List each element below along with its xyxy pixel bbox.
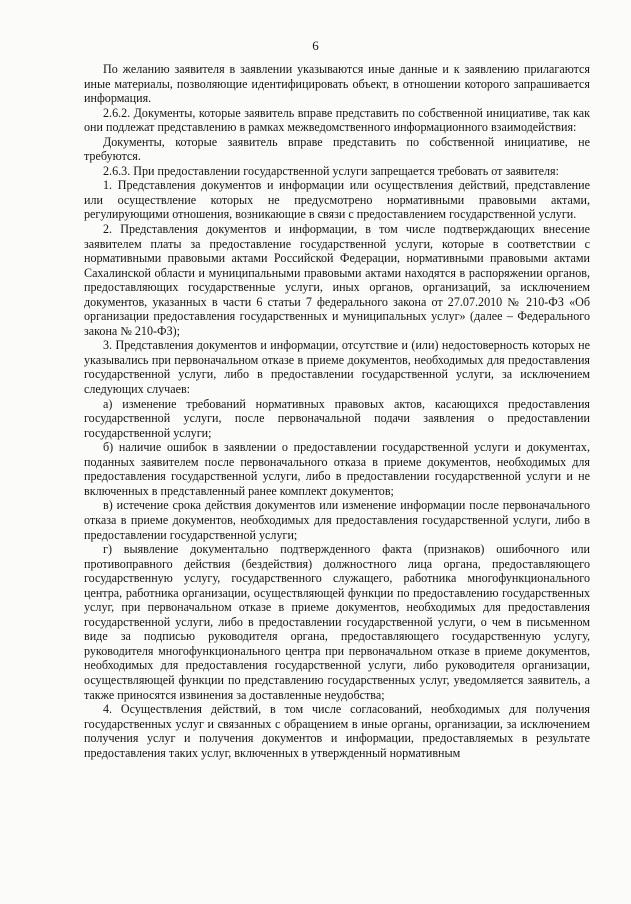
paragraph: 4. Осуществления действий, в том числе согласований, необходимых для получения государственных услуг и связанных с обращением в иные органы, организации, за исключением получения услуг и получения документов и информации, предоставляемых в результате предоставления таких услуг, включенных в утвержденный нормативным — [84, 702, 590, 760]
paragraph: 2.6.2. Документы, которые заявитель вправе представить по собственной инициативе, так как они подлежат представлению в рамках межведомственного информационного взаимодействия: — [84, 105, 590, 135]
paragraph: б) наличие ошибок в заявлении о предоставлении государственной услуги и документах, поданных заявителем после первоначального отказа в приеме документов, необходимых для предоставления государственной услуги, либо в предоставлении государственной услуги и не включенных в представленный ранее комплект документов; — [84, 440, 590, 498]
paragraph: г) выявление документально подтвержденного факта (признаков) ошибочного или противоправного действия (бездействия) должностного лица органа, предоставляющего государственную услугу, государственного служащего, работника многофункционального центра, работника организации, осуществляющей функции по предоставлению государственных услуг, при первоначальном отказе в приеме документов, необходимых для предоставления государственной услуги, либо в предоставлении государственной услуги, о чем в письменном виде за подписью руководителя органа, предоставляющего государственную услугу, руководителя многофункционального центра при первоначальном отказе в приеме документов, необходимых для предоставления государственной услуги, либо руководителя организации, осуществляющей функции по представлению государственных услуг, уведомляется заявитель, а также приносятся извинения за доставленные неудобства; — [84, 542, 590, 702]
paragraph: 1. Представления документов и информации или осуществления действий, представление или осуществление которых не предусмотрено нормативными правовыми актами, регулирующими отношения, возникающие в связи с предоставлением государственной услуги. — [84, 178, 590, 222]
paragraph: По желанию заявителя в заявлении указываются иные данные и к заявлению прилагаются иные материалы, позволяющие идентифицировать объект, в отношении которого запрашивается информация. — [84, 62, 590, 106]
page-number: 6 — [312, 38, 319, 53]
paragraph: 3. Представления документов и информации, отсутствие и (или) недостоверность которых не указывались при первоначальном отказе в приеме документов, необходимых для предоставления государственной услуги, либо в предоставлении государственной услуги, за исключением следующих случаев: — [84, 338, 590, 397]
document-body — [84, 62, 590, 760]
paragraph: 2. Представления документов и информации, в том числе подтверждающих внесение заявителем платы за предоставление государственной услуги, которые в соответствии с нормативными правовыми актами Российской Федерации, нормативными правовыми актами Сахалинской области и муниципальными правовыми актами находятся в распоряжении органов, предоставляющих государственные услуги, иных органов, организаций, за исключением документов, указанных в части 6 статьи 7 федерального закона от 27.07.2010 № 210-ФЗ «Об организации предоставления государственных и муниципальных услуг» (далее – Федерального закона № 210-ФЗ); — [84, 222, 590, 338]
paragraph: Документы, которые заявитель вправе представить по собственной инициативе, не требуются. — [84, 134, 590, 164]
paragraph: в) истечение срока действия документов или изменение информации после первоначального отказа в приеме документов, необходимых для предоставления государственной услуги, либо в предоставлении государственной услуги; — [84, 498, 590, 542]
paragraph: а) изменение требований нормативных правовых актов, касающихся предоставления государственной услуги, после первоначальной подачи заявления о предоставлении государственной услуги; — [84, 396, 590, 440]
paragraph: 2.6.3. При предоставлении государственной услуги запрещается требовать от заявителя: — [103, 163, 559, 178]
